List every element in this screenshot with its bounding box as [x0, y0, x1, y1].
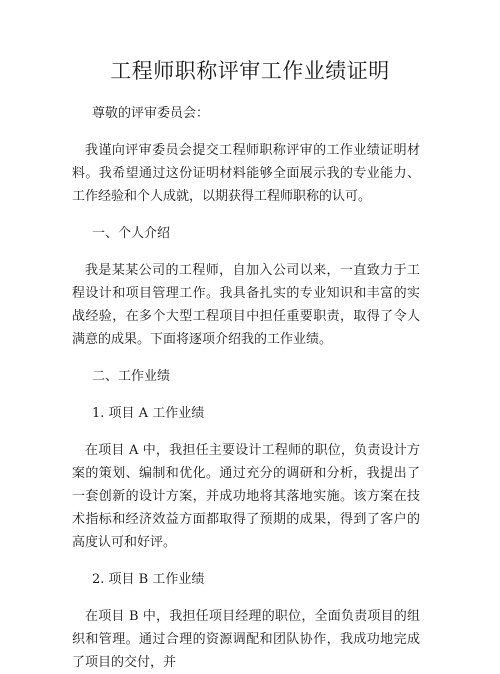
project-b-heading: 2. 项目 B 工作业绩 [92, 572, 205, 587]
project-b-paragraph: 在项目 B 中，我担任项目经理的职位，全面负责项目的组织和管理。通过合理的资源调配和团队协作，我成功地完成了项目的交付，并 [72, 609, 420, 670]
project-a-heading: 1. 项目 A 工作业绩 [92, 406, 205, 421]
salutation: 尊敬的评审委员会： [92, 106, 210, 121]
project-a-paragraph: 在项目 A 中，我担任主要设计工程师的职位，负责设计方案的策划、编制和优化。通过充分的调研和分析，我提出了一套创新的设计方案，并成功地将其落地实施。该方案在技术指标和经济效益方面都取得了预期的成果，得到了客户的高度认可和好评。 [72, 443, 420, 550]
personal-intro-paragraph: 我是某某公司的工程师，自加入公司以来，一直致力于工程设计和项目管理工作。我具备扎实的专业知识和丰富的实战经验，在多个大型工程项目中担任重要职责，取得了令人满意的成果。下面将逐项介绍我的工作业绩。 [72, 263, 420, 347]
document-title: 工程师职称评审工作业绩证明 [110, 59, 390, 83]
intro-paragraph: 我谨向评审委员会提交工程师职称评审的工作业绩证明材料。我希望通过这份证明材料能够全面展示我的专业能力、工作经验和个人成就，以期获得工程师职称的认可。 [72, 143, 420, 204]
section-heading-achievements: 二、工作业绩 [92, 369, 171, 384]
section-heading-personal: 一、个人介绍 [92, 226, 171, 241]
